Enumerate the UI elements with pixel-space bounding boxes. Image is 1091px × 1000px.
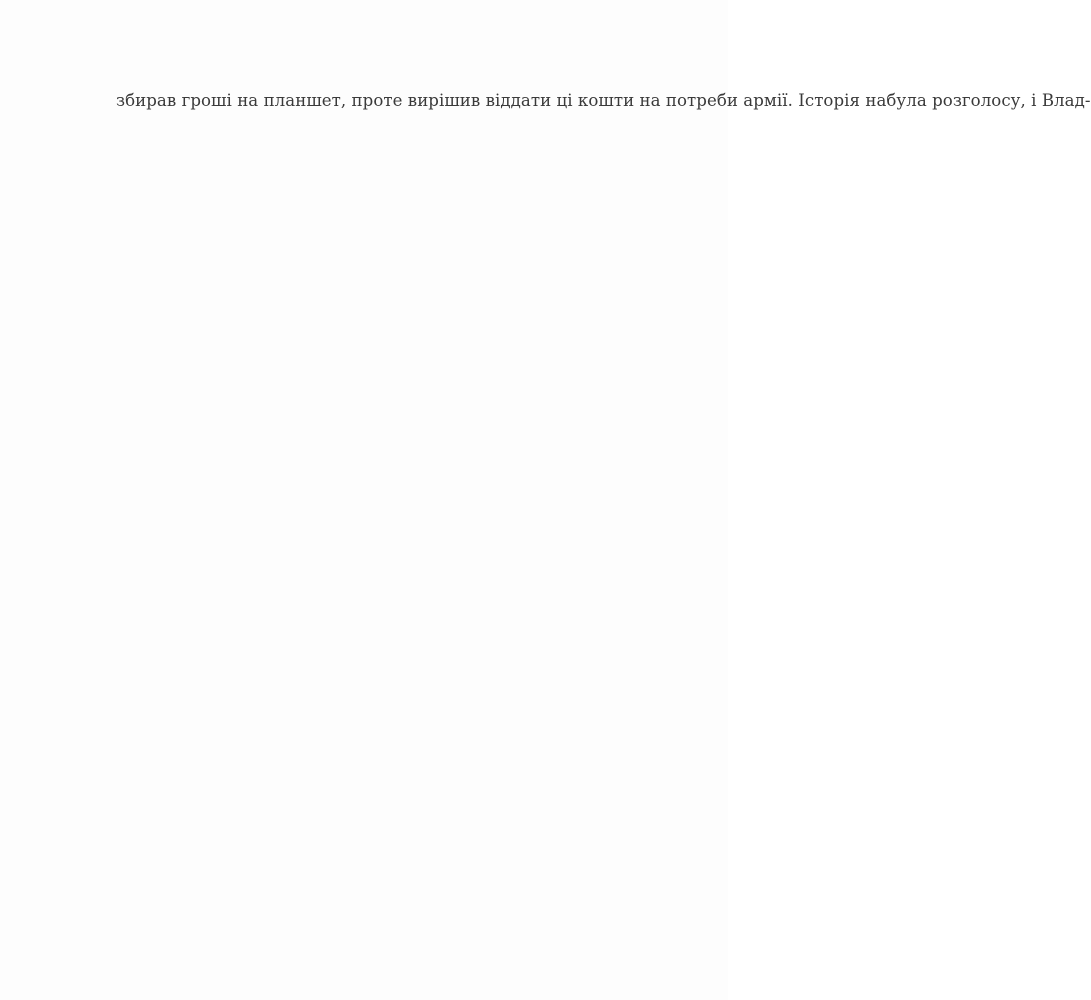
text-line: збирав гроші на планшет, проте вирішив віддати ці кошти на потреби армії. Історія набула розголосу, і Влад- [116, 91, 1091, 110]
page-text [116, 84, 1091, 119]
